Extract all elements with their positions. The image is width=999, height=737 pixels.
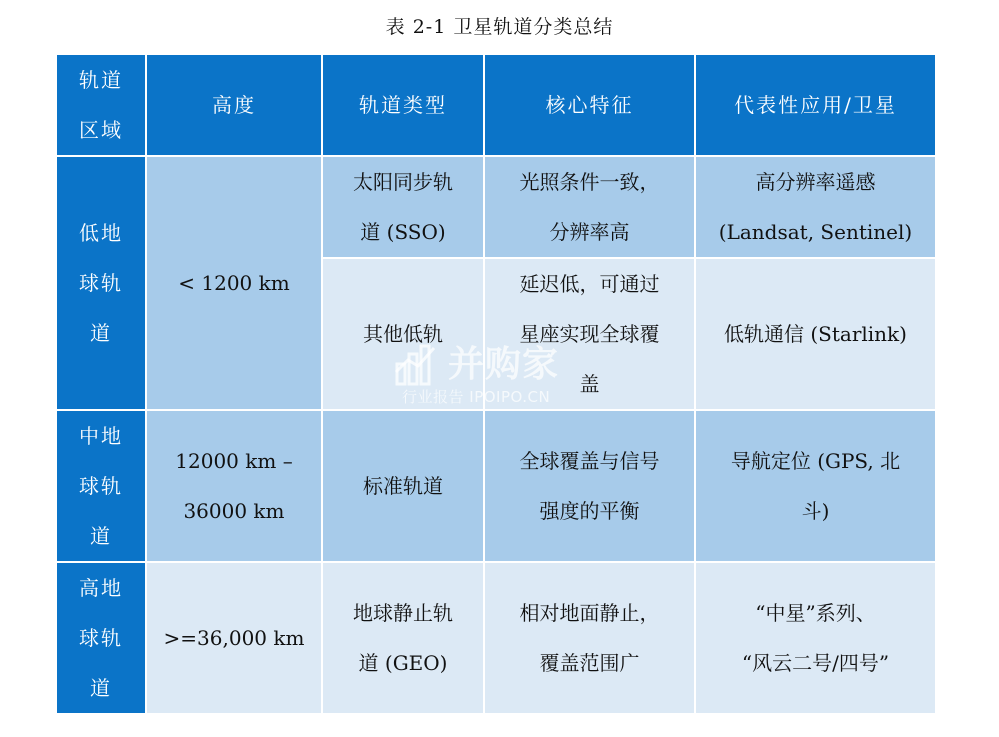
watermark-brand: 并购家	[448, 344, 560, 385]
application-meo: 导航定位 (GPS, 北 斗)	[695, 410, 936, 562]
altitude-leo: < 1200 km	[146, 156, 322, 410]
table-row-geo	[56, 562, 936, 714]
table-header-row	[56, 54, 936, 156]
zone-geo: 高地 球轨 道	[56, 562, 146, 714]
table-caption: 表 2-1 卫星轨道分类总结	[385, 16, 614, 38]
header-orbit-zone: 轨道 区域	[56, 54, 146, 156]
header-altitude: 高度	[146, 54, 322, 156]
header-core-features: 核心特征	[484, 54, 695, 156]
type-other-leo: 其他低轨	[322, 258, 484, 410]
watermark-subtitle: 行业报告 IPOIPO.CN	[402, 388, 551, 406]
table-row-leo-sso	[56, 156, 936, 258]
header-applications: 代表性应用/卫星	[695, 54, 936, 156]
table-row-meo	[56, 410, 936, 562]
feature-geo: 相对地面静止， 覆盖范围广	[484, 562, 695, 714]
altitude-geo: >=36,000 km	[146, 562, 322, 714]
application-geo: “中星”系列、 “风云二号/四号”	[695, 562, 936, 714]
type-meo: 标准轨道	[322, 410, 484, 562]
type-sso: 太阳同步轨 道 (SSO)	[322, 156, 484, 258]
feature-other-leo: 延迟低，可通过 星座实现全球覆 盖	[484, 258, 695, 410]
feature-sso: 光照条件一致， 分辨率高	[484, 156, 695, 258]
application-other-leo: 低轨通信 (Starlink)	[695, 258, 936, 410]
zone-meo: 中地 球轨 道	[56, 410, 146, 562]
orbit-classification-table	[55, 53, 937, 715]
altitude-meo: 12000 km – 36000 km	[146, 410, 322, 562]
feature-meo: 全球覆盖与信号 强度的平衡	[484, 410, 695, 562]
zone-leo: 低地 球轨 道	[56, 156, 146, 410]
type-geo: 地球静止轨 道 (GEO)	[322, 562, 484, 714]
header-orbit-type: 轨道类型	[322, 54, 484, 156]
application-sso: 高分辨率遥感 (Landsat, Sentinel)	[695, 156, 936, 258]
